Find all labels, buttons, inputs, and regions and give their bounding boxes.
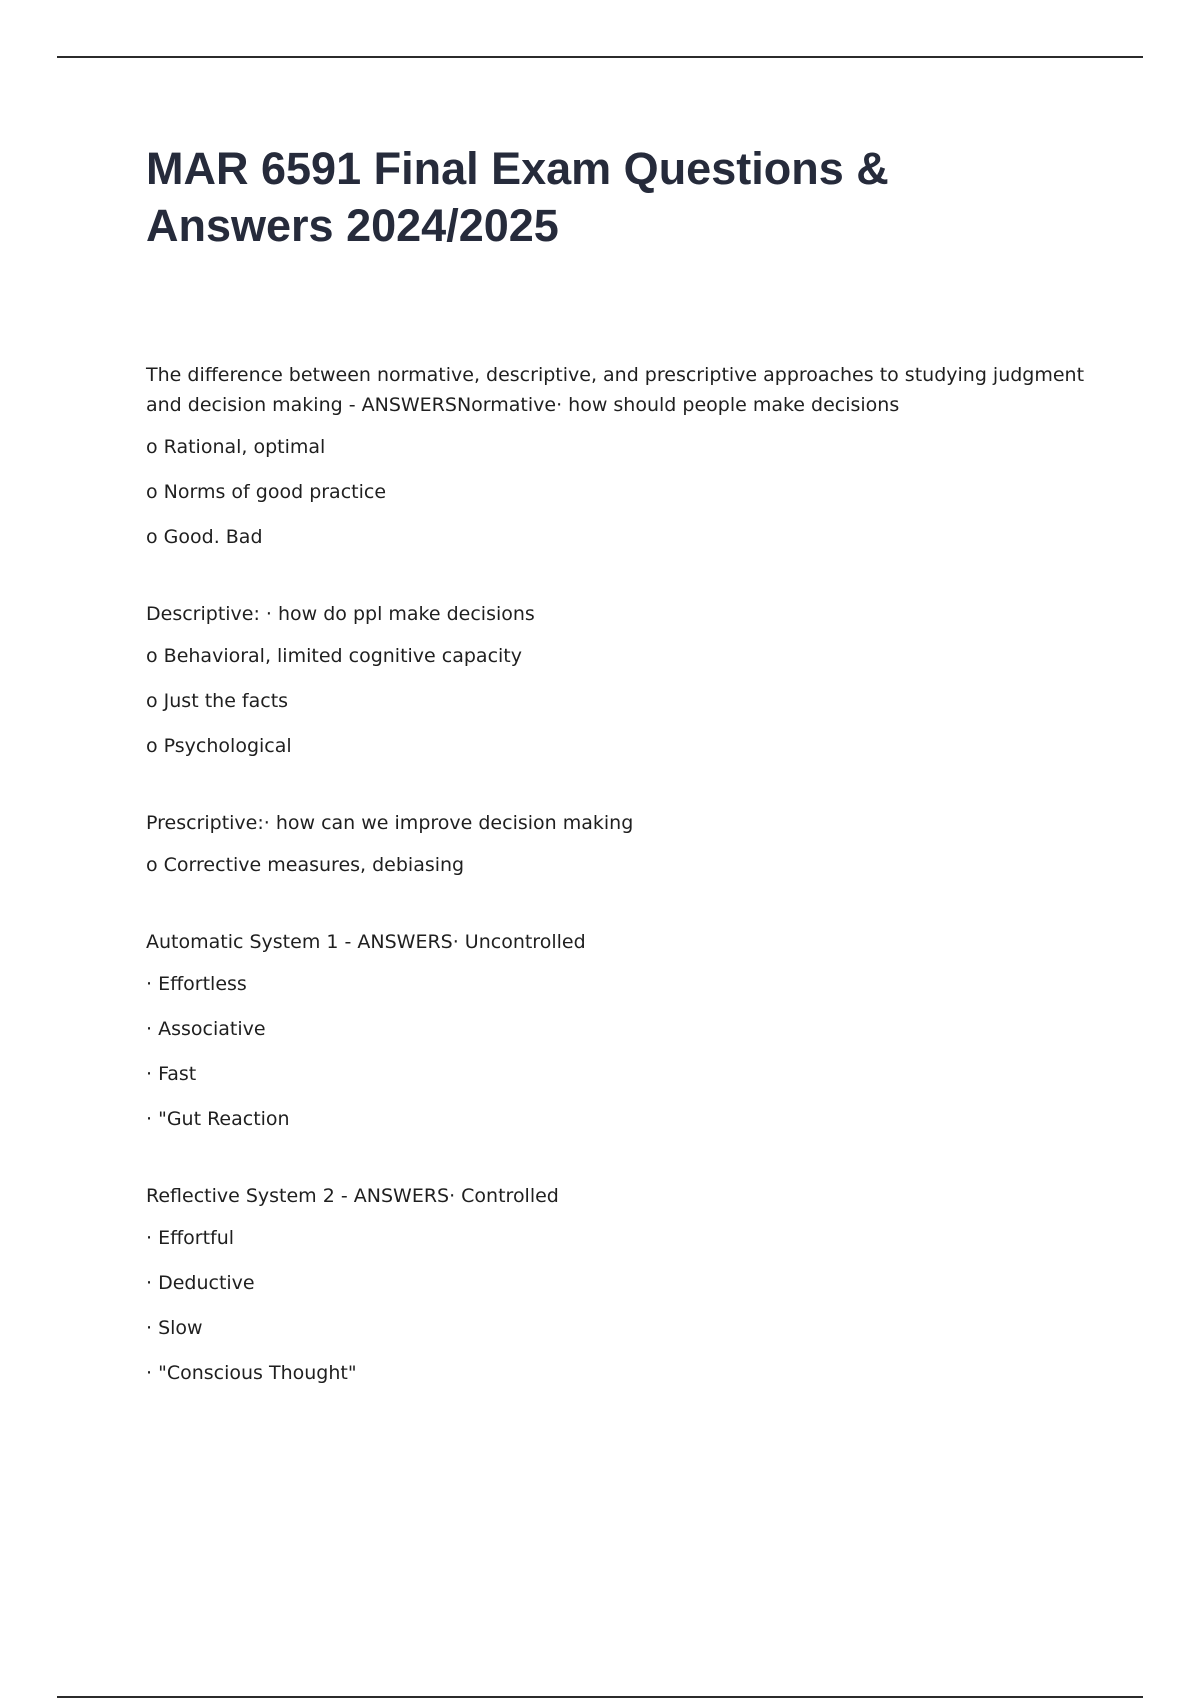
list-item: o Just the facts	[146, 690, 289, 712]
section-system-1	[146, 927, 1086, 1134]
list-item: · Fast	[146, 1063, 197, 1085]
list-item: · "Gut Reaction	[146, 1108, 290, 1130]
section-system-2	[146, 1181, 1086, 1388]
list-item: o Good. Bad	[146, 526, 263, 548]
document-title: MAR 6591 Final Exam Questions & Answers 2024/2025	[146, 143, 889, 251]
list-item: · Slow	[146, 1317, 203, 1339]
page-content	[146, 140, 1086, 1435]
section-prescriptive	[146, 808, 1086, 880]
list-item: o Rational, optimal	[146, 436, 326, 458]
section-heading: The difference between normative, descriptive, and prescriptive approaches to studying judgment and decision making - ANSWERSNormative· how should people make decisions	[146, 364, 1085, 416]
bottom-rule	[57, 1696, 1143, 1698]
list-item: o Behavioral, limited cognitive capacity	[146, 645, 522, 667]
section-heading: Prescriptive:· how can we improve decision making	[146, 812, 634, 834]
list-item: o Psychological	[146, 735, 292, 757]
section-heading: Automatic System 1 - ANSWERS· Uncontrolled	[146, 931, 586, 953]
list-item: · Effortless	[146, 973, 247, 995]
section-descriptive	[146, 599, 1086, 761]
section-heading: Reflective System 2 - ANSWERS· Controlled	[146, 1185, 559, 1207]
list-item: o Corrective measures, debiasing	[146, 854, 465, 876]
top-rule	[57, 56, 1143, 58]
section-heading: Descriptive: · how do ppl make decisions	[146, 603, 535, 625]
list-item: · Associative	[146, 1018, 266, 1040]
document-body	[146, 360, 1086, 1388]
list-item: · Deductive	[146, 1272, 255, 1294]
list-item: o Norms of good practice	[146, 481, 387, 503]
list-item: · Effortful	[146, 1227, 235, 1249]
section-approaches	[146, 360, 1086, 552]
list-item: · "Conscious Thought"	[146, 1362, 357, 1384]
